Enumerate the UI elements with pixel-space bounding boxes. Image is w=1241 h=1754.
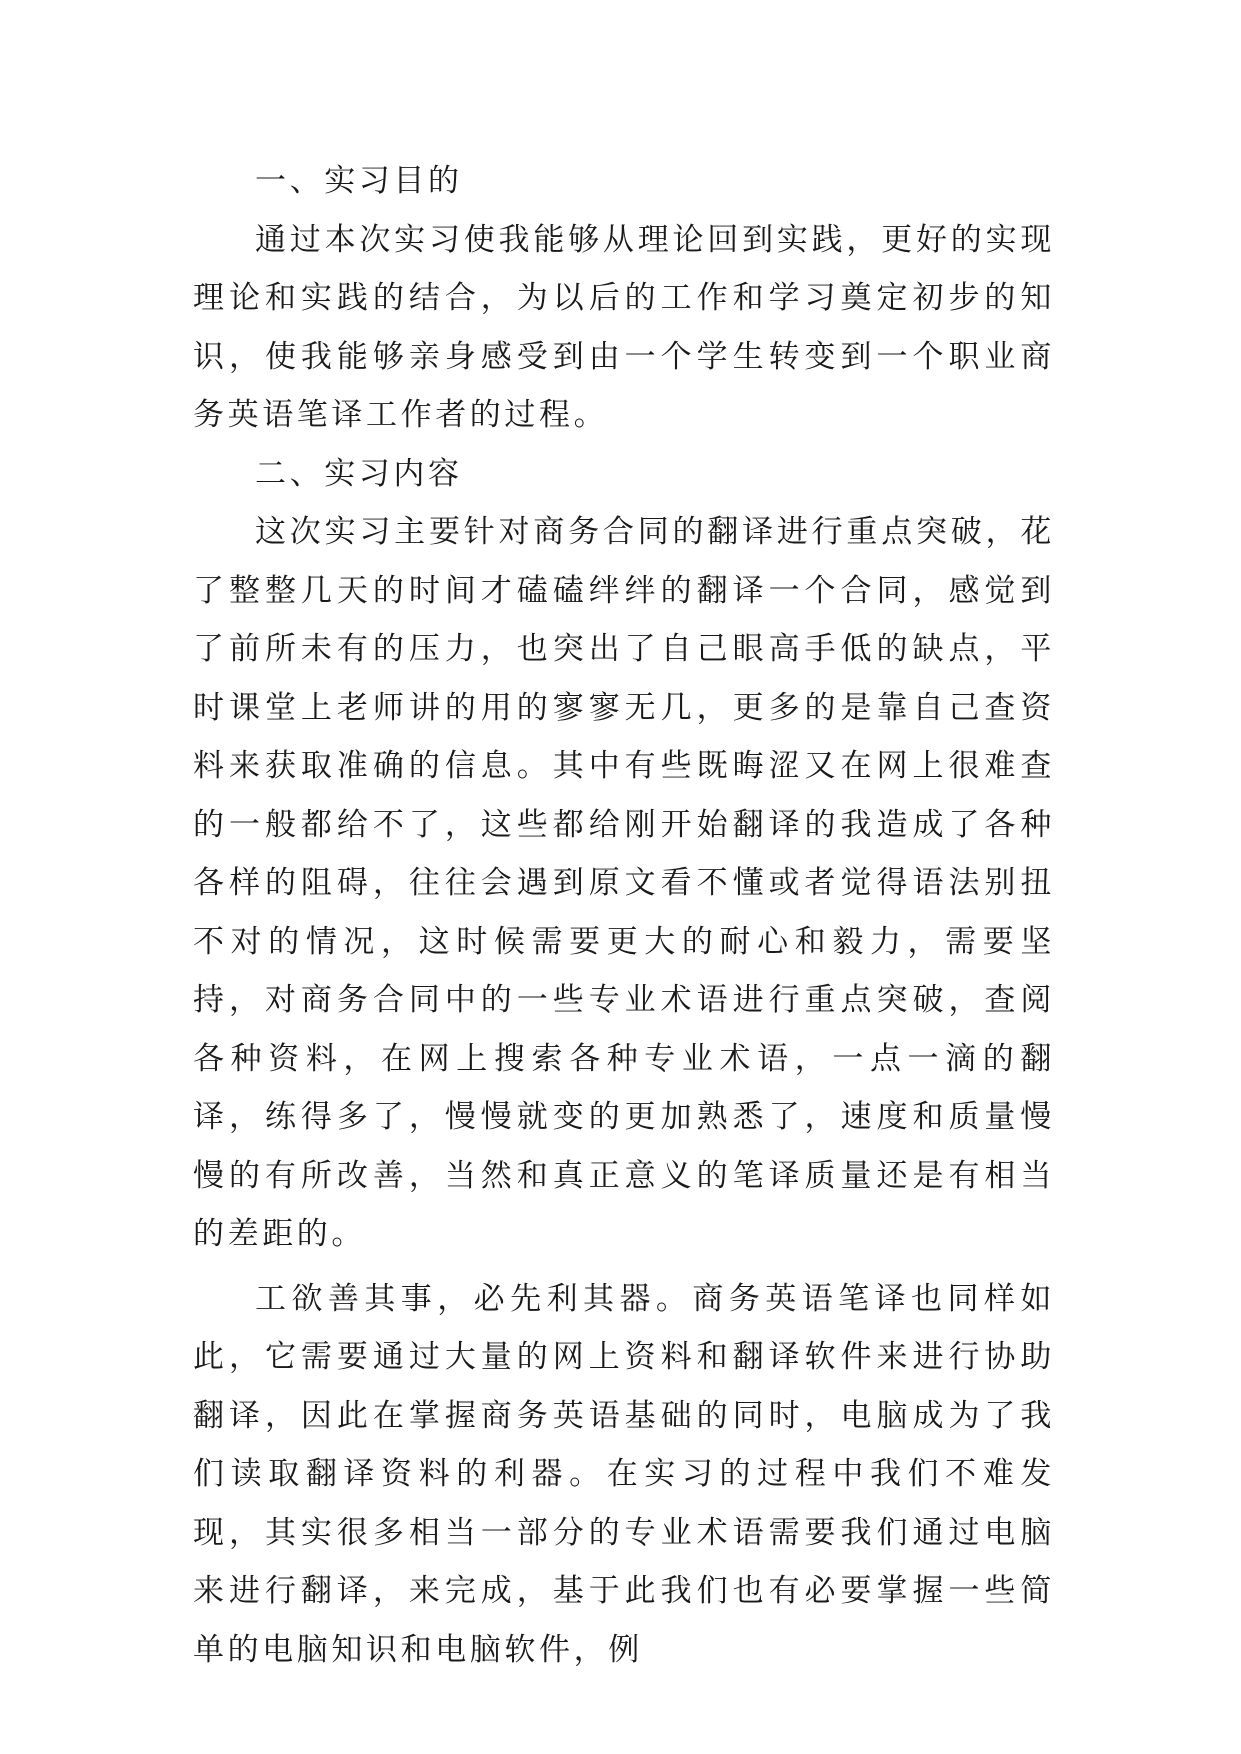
paragraph-purpose: 通过本次实习使我能够从理论回到实践，更好的实现理论和实践的结合，为以后的工作和学习奠定初步的知识，使我能够亲身感受到由一个学生转变到一个职业商务英语笔译工作者的过程。 [193,221,1055,433]
section-heading-purpose: 一、实习目的 [255,163,463,199]
paragraph-tools: 工欲善其事，必先利其器。商务英语笔译也同样如此，它需要通过大量的网上资料和翻译软件来进行协助翻译，因此在掌握商务英语基础的同时，电脑成为了我们读取翻译资料的利器。在实习的过程中我们不难发现，其实很多相当一部分的专业术语需要我们通过电脑来进行翻译，来完成，基于此我们也有必要掌握一些简单的电脑知识和电脑软件，例 [193,1280,1055,1668]
paragraph-contract-translation: 这次实习主要针对商务合同的翻译进行重点突破，花了整整几天的时间才磕磕绊绊的翻译一个合同，感觉到了前所未有的压力，也突出了自己眼高手低的缺点，平时课堂上老师讲的用的寥寥无几，更多的是靠自己查资料来获取准确的信息。其中有些既晦涩又在网上很难查的一般都给不了，这些都给刚开始翻译的我造成了各种各样的阻碍，往往会遇到原文看不懂或者觉得语法别扭不对的情况，这时候需要更大的耐心和毅力，需要坚持，对商务合同中的一些专业术语进行重点突破，查阅各种资料，在网上搜索各种专业术语，一点一滴的翻译，练得多了，慢慢就变的更加熟悉了，速度和质量慢慢的有所改善，当然和真正意义的笔译质量还是有相当的差距的。 [193,514,1055,1252]
document-body [193,152,1055,1679]
section-heading-content: 二、实习内容 [255,455,463,492]
